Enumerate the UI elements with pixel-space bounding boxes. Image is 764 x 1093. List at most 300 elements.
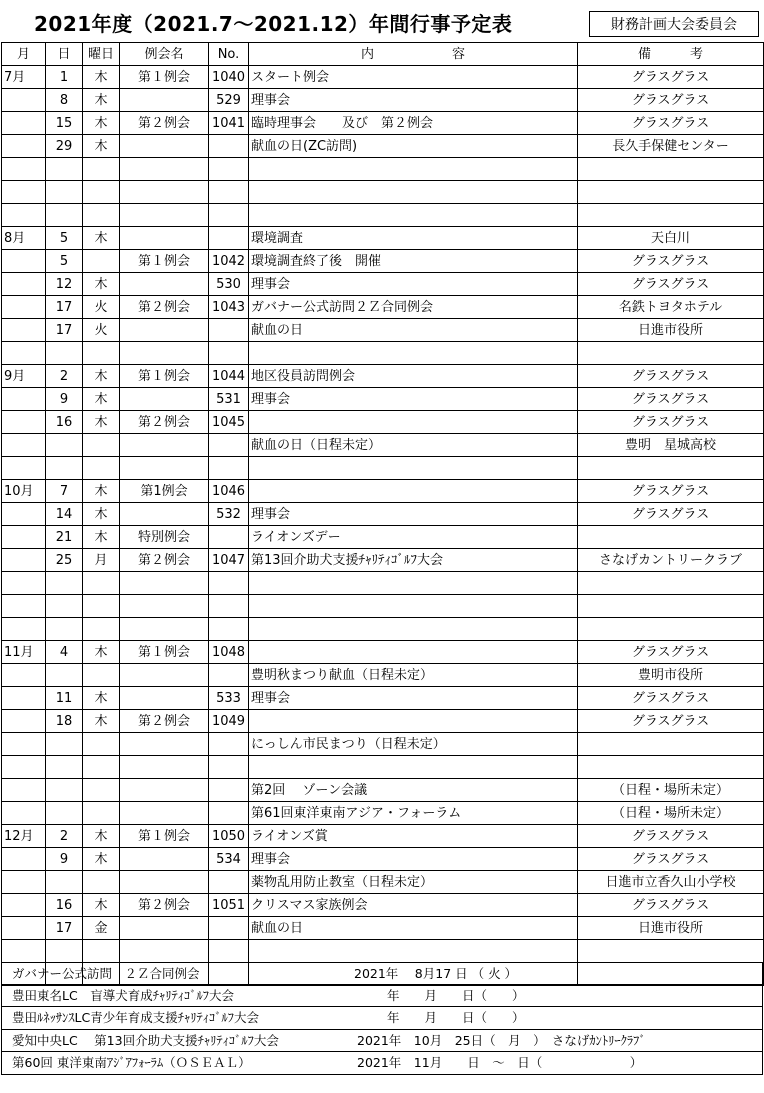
note-cell: 豊明 星城高校 xyxy=(578,434,764,457)
weekday-cell: 月 xyxy=(83,549,120,572)
month-cell xyxy=(2,250,46,273)
table-row xyxy=(2,802,764,825)
content-cell: 豊明秋まつり献血（日程未定） xyxy=(249,664,578,687)
day-cell: 25 xyxy=(46,549,83,572)
content-cell: 臨時理事会 及び 第２例会 xyxy=(249,112,578,135)
meeting-no-cell: 533 xyxy=(209,687,249,710)
meeting-no-cell: 1046 xyxy=(209,480,249,503)
content-cell xyxy=(249,595,578,618)
meeting-name-cell xyxy=(120,388,209,411)
month-cell xyxy=(2,848,46,871)
weekday-cell: 木 xyxy=(83,503,120,526)
meeting-no-cell: 534 xyxy=(209,848,249,871)
month-cell xyxy=(2,756,46,779)
footer-event-date: 2021年 11月 日 ～ 日（ ） xyxy=(357,1055,643,1071)
meeting-no-cell xyxy=(209,756,249,779)
meeting-no-cell: 532 xyxy=(209,503,249,526)
footer-line xyxy=(1,962,763,985)
table-row xyxy=(2,411,764,434)
content-cell xyxy=(249,480,578,503)
col-header-day: 日 xyxy=(46,43,83,66)
footer-event-name: ガバナー公式訪問 ２Ｚ合同例会 xyxy=(12,966,200,981)
content-cell xyxy=(249,572,578,595)
note-cell xyxy=(578,526,764,549)
table-row xyxy=(2,250,764,273)
weekday-cell xyxy=(83,457,120,480)
day-cell: 11 xyxy=(46,687,83,710)
weekday-cell: 木 xyxy=(83,135,120,158)
content-cell: スタート例会 xyxy=(249,66,578,89)
content-cell: 環境調査終了後 開催 xyxy=(249,250,578,273)
month-cell xyxy=(2,710,46,733)
content-cell: 薬物乱用防止教室（日程未定） xyxy=(249,871,578,894)
table-row xyxy=(2,273,764,296)
content-cell: 献血の日 xyxy=(249,917,578,940)
weekday-cell: 木 xyxy=(83,66,120,89)
weekday-cell: 木 xyxy=(83,89,120,112)
meeting-no-cell xyxy=(209,342,249,365)
month-cell xyxy=(2,89,46,112)
note-cell xyxy=(578,595,764,618)
day-cell xyxy=(46,779,83,802)
schedule-table xyxy=(1,42,764,986)
content-cell: 第61回東洋東南アジア・フォーラム xyxy=(249,802,578,825)
content-cell: ガバナー公式訪問２Ｚ合同例会 xyxy=(249,296,578,319)
note-cell: グラスグラス xyxy=(578,848,764,871)
content-cell: ライオンズデー xyxy=(249,526,578,549)
col-header-meeting: 例会名 xyxy=(120,43,209,66)
month-cell: 12月 xyxy=(2,825,46,848)
weekday-cell xyxy=(83,779,120,802)
content-cell xyxy=(249,411,578,434)
note-cell: グラスグラス xyxy=(578,894,764,917)
meeting-name-cell: 第２例会 xyxy=(120,411,209,434)
note-cell: グラスグラス xyxy=(578,710,764,733)
day-cell xyxy=(46,181,83,204)
day-cell xyxy=(46,342,83,365)
day-cell: 5 xyxy=(46,227,83,250)
table-row xyxy=(2,710,764,733)
note-cell xyxy=(578,204,764,227)
month-cell xyxy=(2,802,46,825)
day-cell: 17 xyxy=(46,296,83,319)
weekday-cell: 金 xyxy=(83,917,120,940)
meeting-name-cell: 第２例会 xyxy=(120,112,209,135)
col-header-weekday: 曜日 xyxy=(83,43,120,66)
month-cell xyxy=(2,526,46,549)
table-row xyxy=(2,848,764,871)
month-cell xyxy=(2,733,46,756)
footer-event-name: 豊田ﾙﾈｯｻﾝｽLC青少年育成支援ﾁｬﾘﾃｨｺﾞﾙﾌ大会 xyxy=(12,1010,259,1026)
day-cell xyxy=(46,733,83,756)
meeting-no-cell xyxy=(209,158,249,181)
weekday-cell xyxy=(83,664,120,687)
meeting-name-cell xyxy=(120,158,209,181)
note-cell: 天白川 xyxy=(578,227,764,250)
month-cell: 7月 xyxy=(2,66,46,89)
meeting-name-cell: 第１例会 xyxy=(120,825,209,848)
content-cell: ライオンズ賞 xyxy=(249,825,578,848)
footer-line xyxy=(1,985,763,1008)
month-cell xyxy=(2,618,46,641)
content-cell xyxy=(249,756,578,779)
meeting-no-cell: 1051 xyxy=(209,894,249,917)
content-cell xyxy=(249,181,578,204)
note-cell: 日進市役所 xyxy=(578,319,764,342)
month-cell xyxy=(2,871,46,894)
weekday-cell xyxy=(83,871,120,894)
meeting-no-cell xyxy=(209,434,249,457)
table-row xyxy=(2,227,764,250)
note-cell: グラスグラス xyxy=(578,388,764,411)
day-cell: 29 xyxy=(46,135,83,158)
page-title: 2021年度（2021.7～2021.12）年間行事予定表 xyxy=(34,12,513,36)
meeting-no-cell xyxy=(209,664,249,687)
content-cell xyxy=(249,641,578,664)
meeting-name-cell xyxy=(120,871,209,894)
meeting-no-cell: 530 xyxy=(209,273,249,296)
day-cell xyxy=(46,158,83,181)
content-cell xyxy=(249,158,578,181)
day-cell xyxy=(46,457,83,480)
day-cell: 7 xyxy=(46,480,83,503)
month-cell xyxy=(2,687,46,710)
meeting-no-cell xyxy=(209,595,249,618)
meeting-name-cell xyxy=(120,664,209,687)
meeting-no-cell xyxy=(209,227,249,250)
note-cell: グラスグラス xyxy=(578,411,764,434)
day-cell: 1 xyxy=(46,66,83,89)
meeting-no-cell: 1048 xyxy=(209,641,249,664)
table-row xyxy=(2,319,764,342)
meeting-name-cell xyxy=(120,434,209,457)
weekday-cell xyxy=(83,572,120,595)
note-cell: グラスグラス xyxy=(578,365,764,388)
day-cell: 2 xyxy=(46,365,83,388)
table-row xyxy=(2,641,764,664)
footer-line xyxy=(1,1007,763,1030)
table-row xyxy=(2,917,764,940)
meeting-name-cell: 特別例会 xyxy=(120,526,209,549)
weekday-cell: 火 xyxy=(83,319,120,342)
meeting-name-cell xyxy=(120,917,209,940)
meeting-no-cell xyxy=(209,733,249,756)
day-cell: 16 xyxy=(46,411,83,434)
note-cell: （日程・場所未定） xyxy=(578,779,764,802)
note-cell: グラスグラス xyxy=(578,503,764,526)
weekday-cell: 木 xyxy=(83,641,120,664)
table-row xyxy=(2,618,764,641)
note-cell: グラスグラス xyxy=(578,641,764,664)
weekday-cell: 木 xyxy=(83,894,120,917)
weekday-cell: 木 xyxy=(83,227,120,250)
meeting-no-cell: 529 xyxy=(209,89,249,112)
table-row xyxy=(2,549,764,572)
meeting-name-cell xyxy=(120,204,209,227)
meeting-no-cell: 1043 xyxy=(209,296,249,319)
meeting-name-cell: 第１例会 xyxy=(120,66,209,89)
table-row xyxy=(2,595,764,618)
meeting-name-cell: 第1例会 xyxy=(120,480,209,503)
day-cell: 17 xyxy=(46,917,83,940)
day-cell xyxy=(46,595,83,618)
content-cell xyxy=(249,204,578,227)
footer-event-date: 年 月 日（ ） xyxy=(387,987,525,1003)
table-row xyxy=(2,66,764,89)
weekday-cell xyxy=(83,595,120,618)
month-cell xyxy=(2,549,46,572)
weekday-cell xyxy=(83,940,120,963)
meeting-no-cell: 1041 xyxy=(209,112,249,135)
meeting-no-cell: 1042 xyxy=(209,250,249,273)
content-cell xyxy=(249,618,578,641)
table-row xyxy=(2,756,764,779)
content-cell: 第2回 ゾーン会議 xyxy=(249,779,578,802)
note-cell: 豊明市役所 xyxy=(578,664,764,687)
footer-event-name: 第60回 東洋東南ｱｼﾞｱﾌｫｰﾗﾑ（ＯＳＥＡＬ） xyxy=(12,1055,251,1071)
note-cell xyxy=(578,457,764,480)
footer-event-date: 2021年 10月 25日（ 月 ） さなげｶﾝﾄﾘｰｸﾗﾌﾞ xyxy=(357,1032,646,1048)
meeting-name-cell: 第１例会 xyxy=(120,250,209,273)
meeting-no-cell xyxy=(209,871,249,894)
meeting-no-cell: 1047 xyxy=(209,549,249,572)
note-cell: （日程・場所未定） xyxy=(578,802,764,825)
month-cell xyxy=(2,940,46,963)
weekday-cell: 木 xyxy=(83,411,120,434)
meeting-no-cell: 1040 xyxy=(209,66,249,89)
meeting-name-cell xyxy=(120,802,209,825)
weekday-cell: 木 xyxy=(83,273,120,296)
table-row xyxy=(2,434,764,457)
month-cell xyxy=(2,388,46,411)
note-cell: さなげカントリークラブ xyxy=(578,549,764,572)
meeting-no-cell xyxy=(209,457,249,480)
meeting-name-cell xyxy=(120,342,209,365)
weekday-cell xyxy=(83,434,120,457)
day-cell: 17 xyxy=(46,319,83,342)
month-cell xyxy=(2,181,46,204)
table-row xyxy=(2,940,764,963)
note-cell: グラスグラス xyxy=(578,66,764,89)
day-cell xyxy=(46,871,83,894)
meeting-no-cell xyxy=(209,181,249,204)
content-cell xyxy=(249,342,578,365)
content-cell: 理事会 xyxy=(249,388,578,411)
content-cell: 献血の日（日程未定） xyxy=(249,434,578,457)
note-cell xyxy=(578,618,764,641)
table-row xyxy=(2,480,764,503)
day-cell: 16 xyxy=(46,894,83,917)
day-cell xyxy=(46,572,83,595)
table-row xyxy=(2,733,764,756)
month-cell xyxy=(2,434,46,457)
day-cell: 4 xyxy=(46,641,83,664)
header-row xyxy=(2,43,764,66)
footer-event-date: 年 月 日（ ） xyxy=(387,1010,525,1026)
schedule-body xyxy=(2,66,764,986)
table-row xyxy=(2,112,764,135)
meeting-name-cell xyxy=(120,940,209,963)
content-cell: 献血の日 xyxy=(249,319,578,342)
content-cell: 理事会 xyxy=(249,89,578,112)
note-cell: グラスグラス xyxy=(578,250,764,273)
month-cell xyxy=(2,158,46,181)
table-row xyxy=(2,526,764,549)
weekday-cell: 木 xyxy=(83,687,120,710)
note-cell xyxy=(578,572,764,595)
month-cell xyxy=(2,503,46,526)
day-cell xyxy=(46,664,83,687)
content-cell: にっしん市民まつり（日程未定） xyxy=(249,733,578,756)
meeting-name-cell xyxy=(120,779,209,802)
footer-event-name: 愛知中央LC 第13回介助犬支援ﾁｬﾘﾃｨｺﾞﾙﾌ大会 xyxy=(12,1032,279,1048)
month-cell xyxy=(2,894,46,917)
meeting-no-cell: 1044 xyxy=(209,365,249,388)
col-header-month: 月 xyxy=(2,43,46,66)
content-cell xyxy=(249,457,578,480)
content-cell xyxy=(249,940,578,963)
footer-event-name: 豊田東名LC 盲導犬育成ﾁｬﾘﾃｨｺﾞﾙﾌ大会 xyxy=(12,987,234,1003)
title-row xyxy=(0,0,764,42)
month-cell xyxy=(2,664,46,687)
weekday-cell: 木 xyxy=(83,388,120,411)
month-cell xyxy=(2,112,46,135)
meeting-no-cell xyxy=(209,802,249,825)
meeting-no-cell xyxy=(209,526,249,549)
meeting-name-cell: 第２例会 xyxy=(120,549,209,572)
meeting-name-cell xyxy=(120,319,209,342)
month-cell xyxy=(2,342,46,365)
month-cell: 9月 xyxy=(2,365,46,388)
note-cell xyxy=(578,181,764,204)
weekday-cell xyxy=(83,802,120,825)
note-cell: グラスグラス xyxy=(578,112,764,135)
meeting-name-cell xyxy=(120,273,209,296)
content-cell: 理事会 xyxy=(249,687,578,710)
month-cell xyxy=(2,595,46,618)
day-cell: 2 xyxy=(46,825,83,848)
weekday-cell: 木 xyxy=(83,365,120,388)
day-cell: 21 xyxy=(46,526,83,549)
meeting-no-cell: 1049 xyxy=(209,710,249,733)
month-cell xyxy=(2,457,46,480)
meeting-name-cell: 第１例会 xyxy=(120,365,209,388)
meeting-no-cell: 531 xyxy=(209,388,249,411)
table-row xyxy=(2,89,764,112)
table-row xyxy=(2,779,764,802)
day-cell: 12 xyxy=(46,273,83,296)
day-cell: 15 xyxy=(46,112,83,135)
meeting-name-cell: 第１例会 xyxy=(120,641,209,664)
weekday-cell: 木 xyxy=(83,825,120,848)
weekday-cell xyxy=(83,756,120,779)
note-cell xyxy=(578,756,764,779)
note-cell xyxy=(578,733,764,756)
weekday-cell: 木 xyxy=(83,710,120,733)
meeting-name-cell xyxy=(120,181,209,204)
table-row xyxy=(2,342,764,365)
meeting-name-cell xyxy=(120,89,209,112)
col-header-content: 内 容 xyxy=(249,43,578,66)
meeting-name-cell: 第２例会 xyxy=(120,296,209,319)
meeting-name-cell xyxy=(120,135,209,158)
weekday-cell: 木 xyxy=(83,848,120,871)
day-cell xyxy=(46,434,83,457)
day-cell xyxy=(46,204,83,227)
meeting-no-cell: 1045 xyxy=(209,411,249,434)
month-cell xyxy=(2,273,46,296)
note-cell xyxy=(578,342,764,365)
table-row xyxy=(2,388,764,411)
table-row xyxy=(2,457,764,480)
month-cell xyxy=(2,411,46,434)
weekday-cell xyxy=(83,181,120,204)
month-cell xyxy=(2,296,46,319)
day-cell: 8 xyxy=(46,89,83,112)
col-header-note: 備 考 xyxy=(578,43,764,66)
weekday-cell xyxy=(83,250,120,273)
note-cell: 日進市役所 xyxy=(578,917,764,940)
table-row xyxy=(2,181,764,204)
meeting-name-cell xyxy=(120,733,209,756)
note-cell: 名鉄トヨタホテル xyxy=(578,296,764,319)
footer-event-date: 2021年 8月17 日 （ 火 ） xyxy=(354,966,518,981)
weekday-cell: 木 xyxy=(83,526,120,549)
committee-label: 財務計画大会委員会 xyxy=(589,11,759,37)
content-cell: 理事会 xyxy=(249,273,578,296)
meeting-no-cell: 1050 xyxy=(209,825,249,848)
meeting-name-cell: 第２例会 xyxy=(120,710,209,733)
day-cell: 5 xyxy=(46,250,83,273)
table-row xyxy=(2,296,764,319)
table-row xyxy=(2,158,764,181)
meeting-name-cell: 第２例会 xyxy=(120,894,209,917)
meeting-name-cell xyxy=(120,687,209,710)
day-cell: 9 xyxy=(46,388,83,411)
content-cell: 地区役員訪問例会 xyxy=(249,365,578,388)
table-row xyxy=(2,664,764,687)
meeting-no-cell xyxy=(209,917,249,940)
note-cell: 日進市立香久山小学校 xyxy=(578,871,764,894)
table-row xyxy=(2,204,764,227)
content-cell xyxy=(249,710,578,733)
day-cell xyxy=(46,618,83,641)
note-cell xyxy=(578,940,764,963)
content-cell: 理事会 xyxy=(249,848,578,871)
month-cell: 8月 xyxy=(2,227,46,250)
meeting-name-cell xyxy=(120,848,209,871)
weekday-cell xyxy=(83,158,120,181)
content-cell: クリスマス家族例会 xyxy=(249,894,578,917)
footer-events xyxy=(1,962,763,1075)
weekday-cell xyxy=(83,204,120,227)
content-cell: 理事会 xyxy=(249,503,578,526)
table-row xyxy=(2,503,764,526)
day-cell xyxy=(46,940,83,963)
col-header-no: No. xyxy=(209,43,249,66)
month-cell xyxy=(2,572,46,595)
weekday-cell: 火 xyxy=(83,296,120,319)
month-cell: 11月 xyxy=(2,641,46,664)
weekday-cell: 木 xyxy=(83,480,120,503)
note-cell xyxy=(578,158,764,181)
meeting-no-cell xyxy=(209,618,249,641)
meeting-name-cell xyxy=(120,227,209,250)
footer-line xyxy=(1,1030,763,1053)
table-row xyxy=(2,825,764,848)
meeting-name-cell xyxy=(120,756,209,779)
content-cell: 環境調査 xyxy=(249,227,578,250)
